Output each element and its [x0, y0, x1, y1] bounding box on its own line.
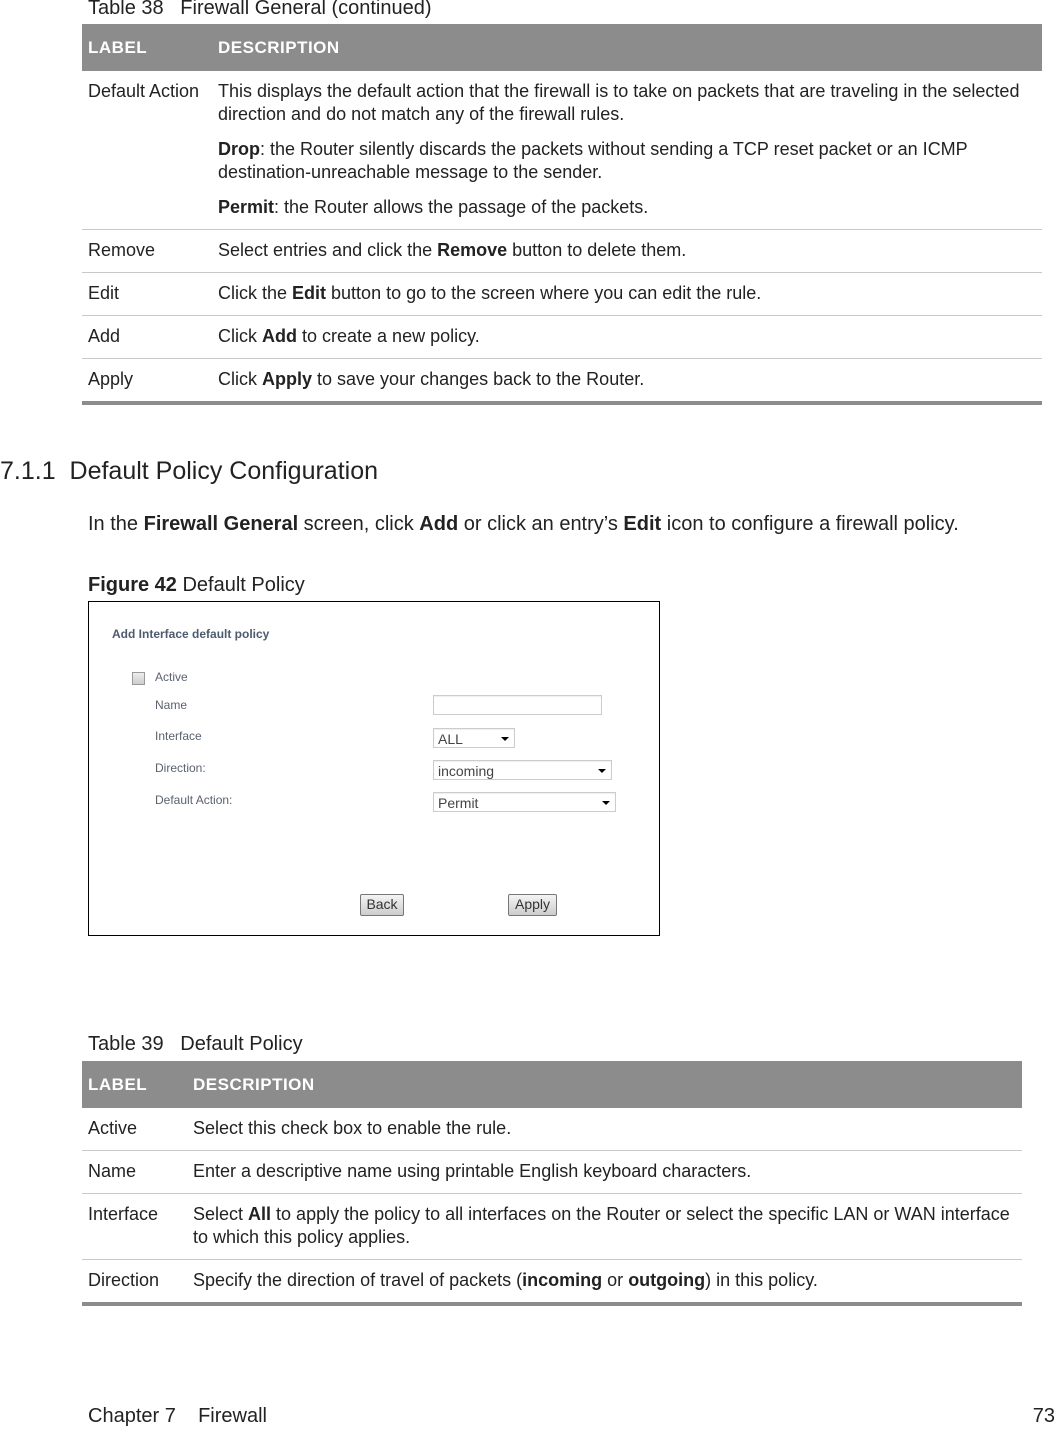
description-paragraph: [218, 368, 1036, 391]
section-title: Default Policy Configuration: [69, 457, 379, 485]
row-label: Remove: [82, 230, 212, 273]
row-label: Active: [82, 1108, 187, 1151]
table-row: [82, 230, 1042, 273]
footer-chapter: [88, 1405, 267, 1428]
row-description: [212, 230, 1042, 273]
chapter-number: Chapter 7: [88, 1405, 176, 1427]
interface-select[interactable]: [433, 728, 515, 748]
row-description: [187, 1151, 1022, 1194]
default-policy-screenshot: [88, 601, 660, 936]
description-paragraph: [218, 239, 1036, 262]
bold-term: Edit: [292, 283, 327, 303]
default-action-select[interactable]: [433, 792, 616, 812]
bold-term: Edit: [623, 513, 662, 535]
text-run: to save your changes back to the Router.: [312, 369, 645, 389]
default-action-value: Permit: [438, 795, 479, 811]
name-input[interactable]: [433, 695, 602, 715]
bold-term: Apply: [262, 369, 313, 389]
description-paragraph: [218, 282, 1036, 305]
text-run: Select this check box to enable the rule.: [193, 1118, 512, 1138]
page-number: 73: [1032, 1405, 1055, 1427]
row-description: [187, 1108, 1022, 1151]
description-paragraph: [218, 80, 1036, 126]
table-title: Default Policy: [180, 1033, 303, 1055]
table39-caption: [88, 1033, 303, 1056]
back-button[interactable]: Back: [360, 894, 404, 916]
section-heading: [0, 457, 378, 486]
section-number: 7.1.1: [0, 457, 56, 485]
section-paragraph: [88, 513, 959, 536]
row-label: Add: [82, 316, 212, 359]
bold-term: incoming: [522, 1270, 603, 1290]
text-run: In the: [88, 513, 144, 535]
text-run: to apply the policy to all interfaces on the Router or select the specific LAN or WAN interface to which this policy applies.: [193, 1204, 1010, 1247]
text-run: Click: [218, 326, 262, 346]
bold-term: outgoing: [628, 1270, 706, 1290]
text-run: ) in this policy.: [705, 1270, 818, 1290]
row-description: [212, 359, 1042, 404]
row-description: [212, 273, 1042, 316]
bold-term: All: [248, 1204, 272, 1224]
text-run: Select entries and click the: [218, 240, 438, 260]
description-paragraph: [218, 325, 1036, 348]
header-description: DESCRIPTION: [187, 1061, 1022, 1108]
table-row: [82, 71, 1042, 230]
interface-value: ALL: [438, 731, 463, 747]
bold-term: Firewall General: [143, 513, 299, 535]
row-label: Interface: [82, 1194, 187, 1260]
description-paragraph: [218, 138, 1036, 184]
default-action-label: Default Action:: [155, 793, 233, 807]
interface-label: Interface: [155, 729, 202, 743]
text-run: button to delete them.: [507, 240, 687, 260]
description-paragraph: [218, 196, 1036, 219]
row-description: [187, 1260, 1022, 1305]
active-label: Active: [155, 670, 188, 684]
firewall-general-table: [82, 24, 1042, 405]
text-run: screen, click: [298, 513, 420, 535]
row-label: Apply: [82, 359, 212, 404]
table-title: Firewall General (continued): [180, 0, 432, 19]
direction-select[interactable]: [433, 760, 612, 780]
header-label: LABEL: [82, 1061, 187, 1108]
apply-button[interactable]: Apply: [508, 894, 557, 916]
text-run: : the Router allows the passage of the packets.: [274, 197, 649, 217]
text-run: Specify the direction of travel of packets (: [193, 1270, 523, 1290]
text-run: : the Router silently discards the packets without sending a TCP reset packet or an ICMP destination-unreachable message to the sender.: [218, 139, 968, 182]
table-row: [82, 1260, 1022, 1305]
description-paragraph: [193, 1269, 1016, 1292]
chevron-down-icon: [501, 737, 509, 741]
description-paragraph: [193, 1117, 1016, 1140]
table-row: [82, 1151, 1022, 1194]
chapter-title: Firewall: [198, 1405, 267, 1427]
active-checkbox[interactable]: [132, 672, 145, 685]
chevron-down-icon: [602, 801, 610, 805]
direction-label: Direction:: [155, 761, 206, 775]
table-row: [82, 359, 1042, 404]
chevron-down-icon: [598, 769, 606, 773]
text-run: icon to configure a firewall policy.: [661, 513, 959, 535]
row-description: [212, 316, 1042, 359]
bold-term: Drop: [218, 139, 260, 159]
table-number: Table 39: [88, 1033, 164, 1055]
row-label: Direction: [82, 1260, 187, 1305]
description-paragraph: [193, 1203, 1016, 1249]
text-run: Enter a descriptive name using printable English keyboard characters.: [193, 1161, 752, 1181]
text-run: Click the: [218, 283, 293, 303]
header-description: DESCRIPTION: [212, 24, 1042, 71]
text-run: or click an entry’s: [458, 513, 624, 535]
table-row: [82, 273, 1042, 316]
header-label: LABEL: [82, 24, 212, 71]
text-run: or: [602, 1270, 629, 1290]
default-policy-table: [82, 1061, 1022, 1306]
row-label: Default Action: [82, 71, 212, 230]
table-row: [82, 1194, 1022, 1260]
row-description: [212, 71, 1042, 230]
table-row: [82, 316, 1042, 359]
bold-term: Add: [262, 326, 297, 346]
text-run: to create a new policy.: [297, 326, 480, 346]
direction-value: incoming: [438, 763, 495, 779]
form-title: Add Interface default policy: [112, 627, 270, 641]
bold-term: Remove: [437, 240, 508, 260]
text-run: Click: [218, 369, 262, 389]
row-label: Name: [82, 1151, 187, 1194]
text-run: Select: [193, 1204, 249, 1224]
description-paragraph: [193, 1160, 1016, 1183]
figure-caption: [88, 574, 305, 597]
bold-term: Permit: [218, 197, 275, 217]
text-run: This displays the default action that the firewall is to take on packets that are traveling in the selected direction and do not match any of the firewall rules.: [218, 81, 1020, 124]
figure-title: Default Policy: [182, 574, 305, 596]
table-number: Table 38: [88, 0, 164, 19]
text-run: button to go to the screen where you can edit the rule.: [326, 283, 762, 303]
row-label: Edit: [82, 273, 212, 316]
figure-number: Figure 42: [88, 574, 177, 596]
name-label: Name: [155, 698, 188, 712]
table-row: [82, 1108, 1022, 1151]
table38-caption: [88, 0, 432, 20]
bold-term: Add: [419, 513, 459, 535]
row-description: [187, 1194, 1022, 1260]
